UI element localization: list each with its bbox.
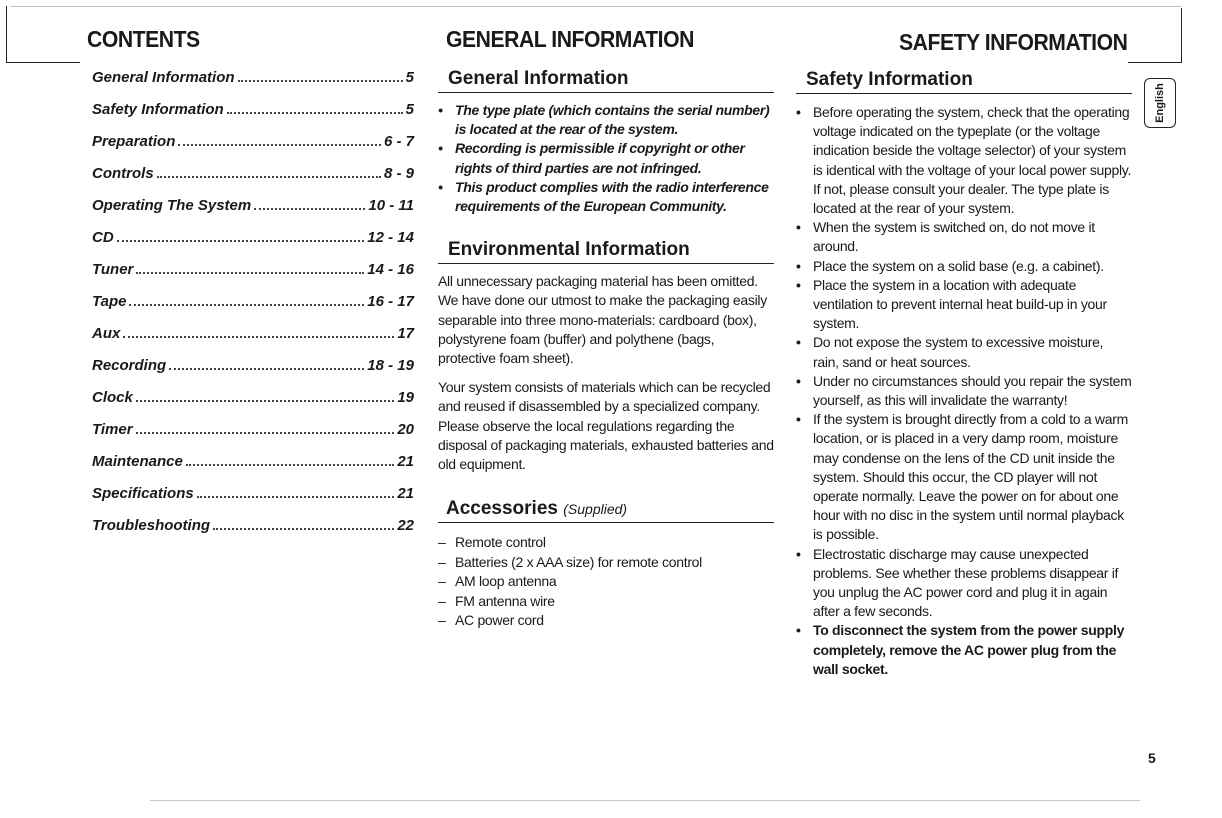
frame-bottom-left xyxy=(6,62,80,63)
toc-entry-page: 10 - 11 xyxy=(368,197,414,214)
general-information-list xyxy=(438,101,774,216)
accessory-item: – Remote control xyxy=(438,533,774,553)
toc-entry-preparation[interactable] xyxy=(92,133,414,165)
environmental-paragraph-packaging: All unnecessary packaging material has been omitted. We have done our utmost to make the packaging easily separable into three mono-materials: cardboard (box), polystyrene foam (buffer) and polythene (bags, protective foam sheet). xyxy=(438,273,767,367)
toc-dot-leader xyxy=(169,368,364,370)
safety-information-subheading: Safety Information xyxy=(796,69,1132,94)
toc-entry-specifications[interactable] xyxy=(92,485,414,517)
toc-entry-page: 21 xyxy=(397,453,414,470)
safety-information-list xyxy=(796,103,1132,679)
toc-dot-leader xyxy=(186,464,394,466)
safety-bullet-ventilation: • Place the system in a location with adequate ventilation to prevent internal heat build-up in your system. xyxy=(796,276,1132,334)
safety-bullet-condensation: • If the system is brought directly from a cold to a warm location, or is placed in a very damp room, moisture may condense on the lens of the CD unit inside the system. Should this occur, the CD player will not operate normally. Leave the power on for about one hour with no disc in the system until normal playback is possible. xyxy=(796,410,1132,544)
toc-entry-page: 12 - 14 xyxy=(367,229,414,246)
toc-entry-title: Timer xyxy=(92,421,133,438)
accessory-item: – AM loop antenna xyxy=(438,572,774,592)
general-information-header: GENERAL INFORMATION xyxy=(446,26,694,52)
toc-entry-title: Safety Information xyxy=(92,101,224,118)
safety-bullet-do-not-move: • When the system is switched on, do not move it around. xyxy=(796,218,1132,256)
toc-entry-title: Operating The System xyxy=(92,197,252,214)
toc-entry-title: Aux xyxy=(92,325,121,342)
frame-left xyxy=(6,6,7,62)
frame-right xyxy=(1181,8,1182,62)
page-number: 5 xyxy=(1148,750,1156,766)
toc-entry-title: Specifications xyxy=(92,485,194,502)
toc-entry-page: 5 xyxy=(405,101,414,118)
toc-entry-title: General Information xyxy=(92,69,235,86)
toc-entry-page: 14 - 16 xyxy=(367,261,414,278)
accessories-title: Accessories xyxy=(446,498,558,520)
toc-entry-tuner[interactable] xyxy=(92,261,414,293)
scan-edge-top xyxy=(10,6,1182,7)
safety-information-header: SAFETY INFORMATION xyxy=(899,29,1128,55)
toc-entry-page: 21 xyxy=(397,485,414,502)
accessories-subheading xyxy=(438,498,774,523)
safety-bullet-disconnect: • To disconnect the system from the power supply completely, remove the AC power plug from the wall socket. xyxy=(796,621,1132,679)
safety-bullet-solid-base: • Place the system on a solid base (e.g. a cabinet). xyxy=(796,257,1132,276)
toc-entry-title: CD xyxy=(92,229,114,246)
general-bullet-recording: • Recording is permissible if copyright or other rights of third parties are not infringed. xyxy=(438,139,774,177)
toc-dot-leader xyxy=(136,400,394,402)
toc-entry-title: Recording xyxy=(92,357,167,374)
toc-dot-leader xyxy=(178,144,381,146)
environmental-information-subheading: Environmental Information xyxy=(438,239,774,264)
toc-entry-title: Clock xyxy=(92,389,133,406)
safety-bullet-voltage: • Before operating the system, check that the operating voltage indicated on the typeplate (or the voltage indication beside the voltage selector) of your system is identical with the voltage of your local power supply. If not, please consult your dealer. The type plate is located at the rear of your system. xyxy=(796,103,1132,218)
toc-dot-leader xyxy=(117,240,365,242)
toc-entry-maintenance[interactable] xyxy=(92,453,414,485)
toc-dot-leader xyxy=(157,176,381,178)
toc-entry-page: 19 xyxy=(397,389,414,406)
safety-bullet-no-repair: • Under no circumstances should you repair the system yourself, as this will invalidate the warranty! xyxy=(796,372,1132,410)
toc-entry-clock[interactable] xyxy=(92,389,414,421)
toc-entry-page: 16 - 17 xyxy=(367,293,414,310)
safety-information-column xyxy=(796,69,1132,679)
toc-entry-title: Tuner xyxy=(92,261,134,278)
toc-entry-page: 22 xyxy=(397,517,414,534)
toc-entry-page: 18 - 19 xyxy=(367,357,414,374)
toc-entry-tape[interactable] xyxy=(92,293,414,325)
toc-entry-page: 8 - 9 xyxy=(383,165,414,182)
toc-entry-aux[interactable] xyxy=(92,325,414,357)
toc-entry-title: Controls xyxy=(92,165,154,182)
scan-edge-bottom xyxy=(150,800,1140,801)
general-bullet-type-plate: • The type plate (which contains the serial number) is located at the rear of the system. xyxy=(438,101,774,139)
toc-entry-page: 6 - 7 xyxy=(383,133,414,150)
toc-dot-leader xyxy=(123,336,394,338)
language-tab[interactable] xyxy=(1144,78,1176,128)
toc-dot-leader xyxy=(254,208,365,210)
toc-dot-leader xyxy=(227,112,403,114)
toc-dot-leader xyxy=(136,432,395,434)
toc-dot-leader xyxy=(136,272,364,274)
toc-entry-title: Tape xyxy=(92,293,127,310)
toc-entry-timer[interactable] xyxy=(92,421,414,453)
accessories-list xyxy=(438,533,774,631)
toc-entry-recording[interactable] xyxy=(92,357,414,389)
toc-entry-page: 20 xyxy=(397,421,414,438)
toc-entry-troubleshooting[interactable] xyxy=(92,517,414,549)
accessory-item: – FM antenna wire xyxy=(438,592,774,612)
safety-bullet-electrostatic: • Electrostatic discharge may cause unexpected problems. See whether these problems disappear if you unplug the AC power cord and plug it in again after a few seconds. xyxy=(796,545,1132,622)
accessories-note: (Supplied) xyxy=(563,501,628,518)
toc-dot-leader xyxy=(213,528,394,530)
contents-header: CONTENTS xyxy=(87,26,200,52)
accessory-item: – AC power cord xyxy=(438,611,774,631)
environmental-paragraph-recycling: Your system consists of materials which can be recycled and reused if disassembled by a specialized company. Please observe the local regulations regarding the disposal of packaging materials, exhausted batteries and old equipment. xyxy=(438,379,774,473)
toc-entry-safety-information[interactable] xyxy=(92,101,414,133)
toc-entry-page: 5 xyxy=(405,69,414,86)
table-of-contents xyxy=(92,69,414,549)
frame-bottom-right xyxy=(1128,62,1182,63)
toc-entry-page: 17 xyxy=(397,325,414,342)
toc-entry-operating-the-system[interactable] xyxy=(92,197,414,229)
general-information-subheading: General Information xyxy=(438,68,774,93)
toc-entry-title: Troubleshooting xyxy=(92,517,211,534)
general-information-column xyxy=(438,68,774,631)
accessory-item: – Batteries (2 x AAA size) for remote control xyxy=(438,553,774,573)
toc-entry-title: Preparation xyxy=(92,133,176,150)
toc-entry-cd[interactable] xyxy=(92,229,414,261)
toc-dot-leader xyxy=(197,496,395,498)
general-bullet-compliance: • This product complies with the radio interference requirements of the European Community. xyxy=(438,178,774,216)
toc-entry-controls[interactable] xyxy=(92,165,414,197)
safety-bullet-moisture: • Do not expose the system to excessive moisture, rain, sand or heat sources. xyxy=(796,333,1132,371)
toc-dot-leader xyxy=(129,304,364,306)
toc-dot-leader xyxy=(238,80,403,82)
toc-entry-general-information[interactable] xyxy=(92,69,414,101)
toc-entry-title: Maintenance xyxy=(92,453,183,470)
language-tab-label: English xyxy=(1154,83,1167,123)
